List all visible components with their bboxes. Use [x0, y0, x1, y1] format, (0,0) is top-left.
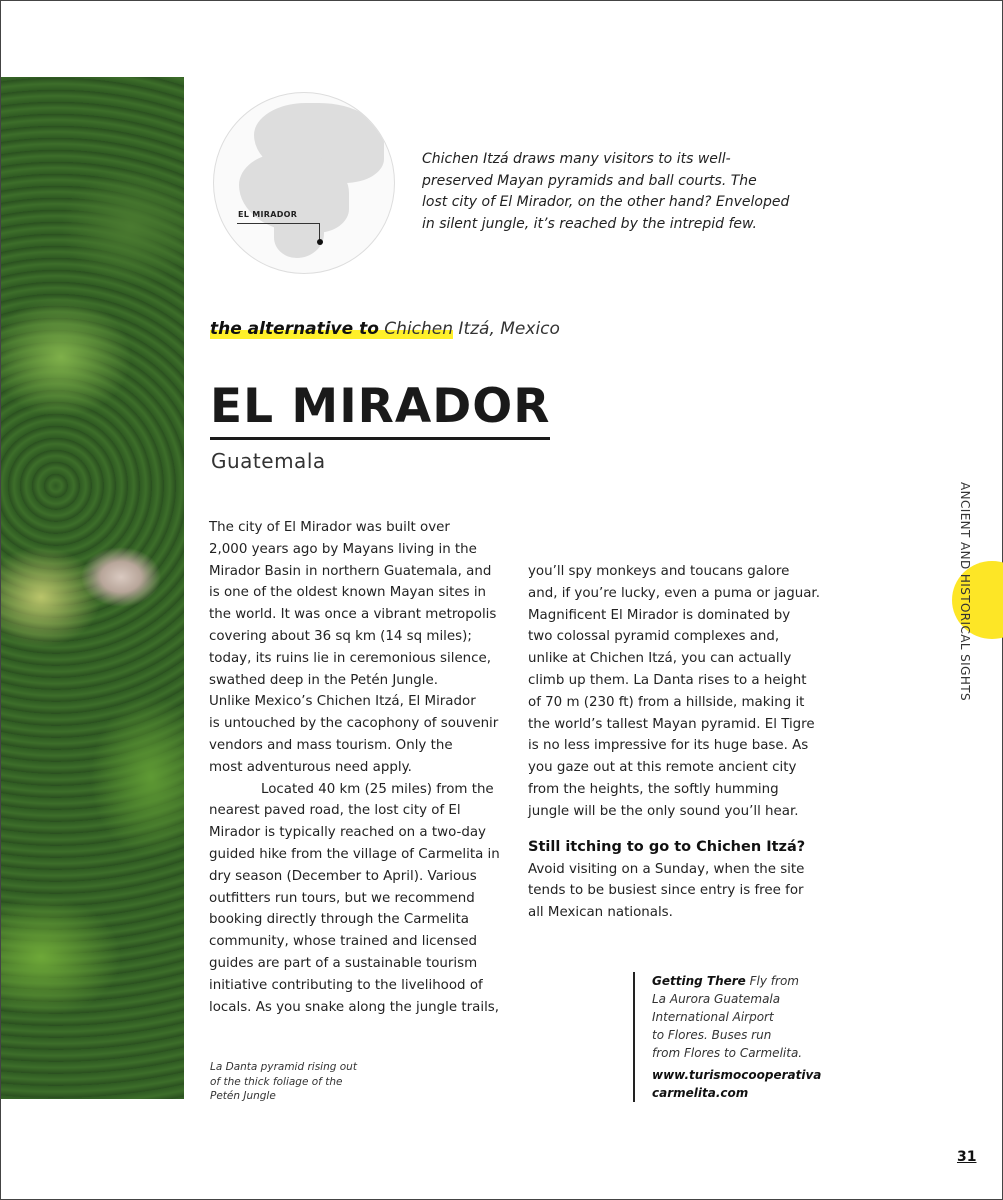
- text-line: nearest paved road, the lost city of El: [209, 803, 461, 819]
- alt-place: Chichen: [384, 319, 454, 339]
- url-line: carmelita.com: [652, 1086, 749, 1100]
- text-line: community, whose trained and licensed: [209, 934, 477, 950]
- text-line: guided hike from the village of Carmelita in: [209, 846, 500, 862]
- getting-line: International Airport: [652, 1010, 774, 1024]
- intro-line: Chichen Itzá draws many visitors to its well-: [422, 151, 731, 167]
- intro-line: preserved Mayan pyramids and ball courts. The: [422, 172, 757, 189]
- text-line: Mirador is typically reached on a two-day: [209, 825, 486, 841]
- text-line: jungle will be the only sound you’ll hear.: [528, 803, 799, 819]
- text-line: Located 40 km (25 miles) from the: [261, 781, 494, 797]
- body-column-left: [209, 517, 500, 1018]
- subheading: Still itching to go to Chichen Itzá?: [528, 838, 806, 855]
- text-line: Unlike Mexico’s Chichen Itzá, El Mirador: [209, 694, 476, 710]
- photo-caption: [210, 1060, 357, 1104]
- text-line: today, its ruins lie in ceremonious silence,: [209, 650, 492, 666]
- text-line: from the heights, the softly humming: [528, 781, 779, 797]
- text-line: covering about 36 sq km (14 sq miles);: [209, 628, 472, 644]
- text-line: outfitters run tours, but we recommend: [209, 890, 475, 906]
- getting-line: La Aurora Guatemala: [652, 992, 781, 1006]
- text-line: Magnificent El Mirador is dominated by: [528, 607, 791, 623]
- text-line: of 70 m (230 ft) from a hillside, making it: [528, 694, 805, 710]
- getting-there-box: [633, 972, 821, 1102]
- text-line: is untouched by the cacophony of souvenir: [209, 716, 499, 732]
- jungle-photo: [1, 77, 184, 1099]
- map-label: EL MIRADOR: [238, 210, 298, 219]
- getting-line: Fly from: [745, 974, 799, 988]
- text-line: climb up them. La Danta rises to a height: [528, 672, 807, 688]
- intro-line: lost city of El Mirador, on the other hand? Enveloped: [422, 194, 790, 211]
- text-line: La Danta pyramid rising out: [210, 1061, 357, 1073]
- text-line: Avoid visiting on a Sunday, when the site: [528, 861, 805, 877]
- text-line: all Mexican nationals.: [528, 905, 673, 921]
- text-line: The city of El Mirador was built over: [209, 520, 450, 535]
- page-number: 31: [957, 1149, 977, 1165]
- alt-place-rest: Itzá, Mexico: [453, 319, 560, 339]
- text-line: booking directly through the Carmelita: [209, 912, 469, 928]
- alternative-to: [210, 319, 560, 339]
- text-line: unlike at Chichen Itzá, you can actually: [528, 651, 792, 667]
- map-leader-line: [237, 223, 320, 242]
- text-line: is one of the oldest known Mayan sites in: [209, 585, 487, 601]
- getting-line: to Flores. Buses run: [652, 1028, 772, 1042]
- text-line: you’ll spy monkeys and toucans galore: [528, 564, 790, 579]
- section-tab: ANCIENT AND HISTORICAL SIGHTS: [958, 482, 972, 701]
- text-line: two colossal pyramid complexes and,: [528, 629, 780, 645]
- text-line: locals. As you snake along the jungle trails,: [209, 999, 500, 1015]
- body-column-right: [528, 561, 820, 924]
- text-line: the world’s tallest Mayan pyramid. El Tigre: [528, 716, 815, 732]
- text-line: Petén Jungle: [210, 1090, 276, 1102]
- text-line: initiative contributing to the livelihood of: [209, 977, 483, 993]
- getting-there-label: Getting There: [652, 974, 746, 988]
- text-line: most adventurous need apply.: [209, 759, 412, 775]
- text-line: the world. It was once a vibrant metropolis: [209, 607, 497, 623]
- text-line: and, if you’re lucky, even a puma or jaguar.: [528, 585, 820, 601]
- intro-text: [422, 149, 822, 236]
- text-line: guides are part of a sustainable tourism: [209, 955, 478, 971]
- text-line: tends to be busiest since entry is free for: [528, 883, 804, 899]
- intro-line: in silent jungle, it’s reached by the intrepid few.: [422, 216, 758, 233]
- getting-line: from Flores to Carmelita.: [652, 1046, 803, 1060]
- page-title: EL MIRADOR: [210, 379, 550, 440]
- text-line: of the thick foliage of the: [210, 1075, 343, 1088]
- text-line: vendors and mass tourism. Only the: [209, 737, 453, 753]
- locator-globe-map: [213, 92, 395, 274]
- url-line: www.turismocooperativa: [652, 1068, 822, 1082]
- text-line: you gaze out at this remote ancient city: [528, 760, 797, 776]
- map-pin-icon: [317, 239, 323, 245]
- country: Guatemala: [211, 449, 326, 473]
- website-link[interactable]: [652, 1066, 821, 1102]
- text-line: is no less impressive for its huge base. As: [528, 738, 809, 754]
- text-line: Mirador Basin in northern Guatemala, and: [209, 563, 492, 579]
- alt-prefix: the alternative to: [210, 319, 379, 339]
- text-line: dry season (December to April). Various: [209, 868, 477, 884]
- text-line: 2,000 years ago by Mayans living in the: [209, 541, 477, 557]
- text-line: swathed deep in the Petén Jungle.: [209, 672, 439, 688]
